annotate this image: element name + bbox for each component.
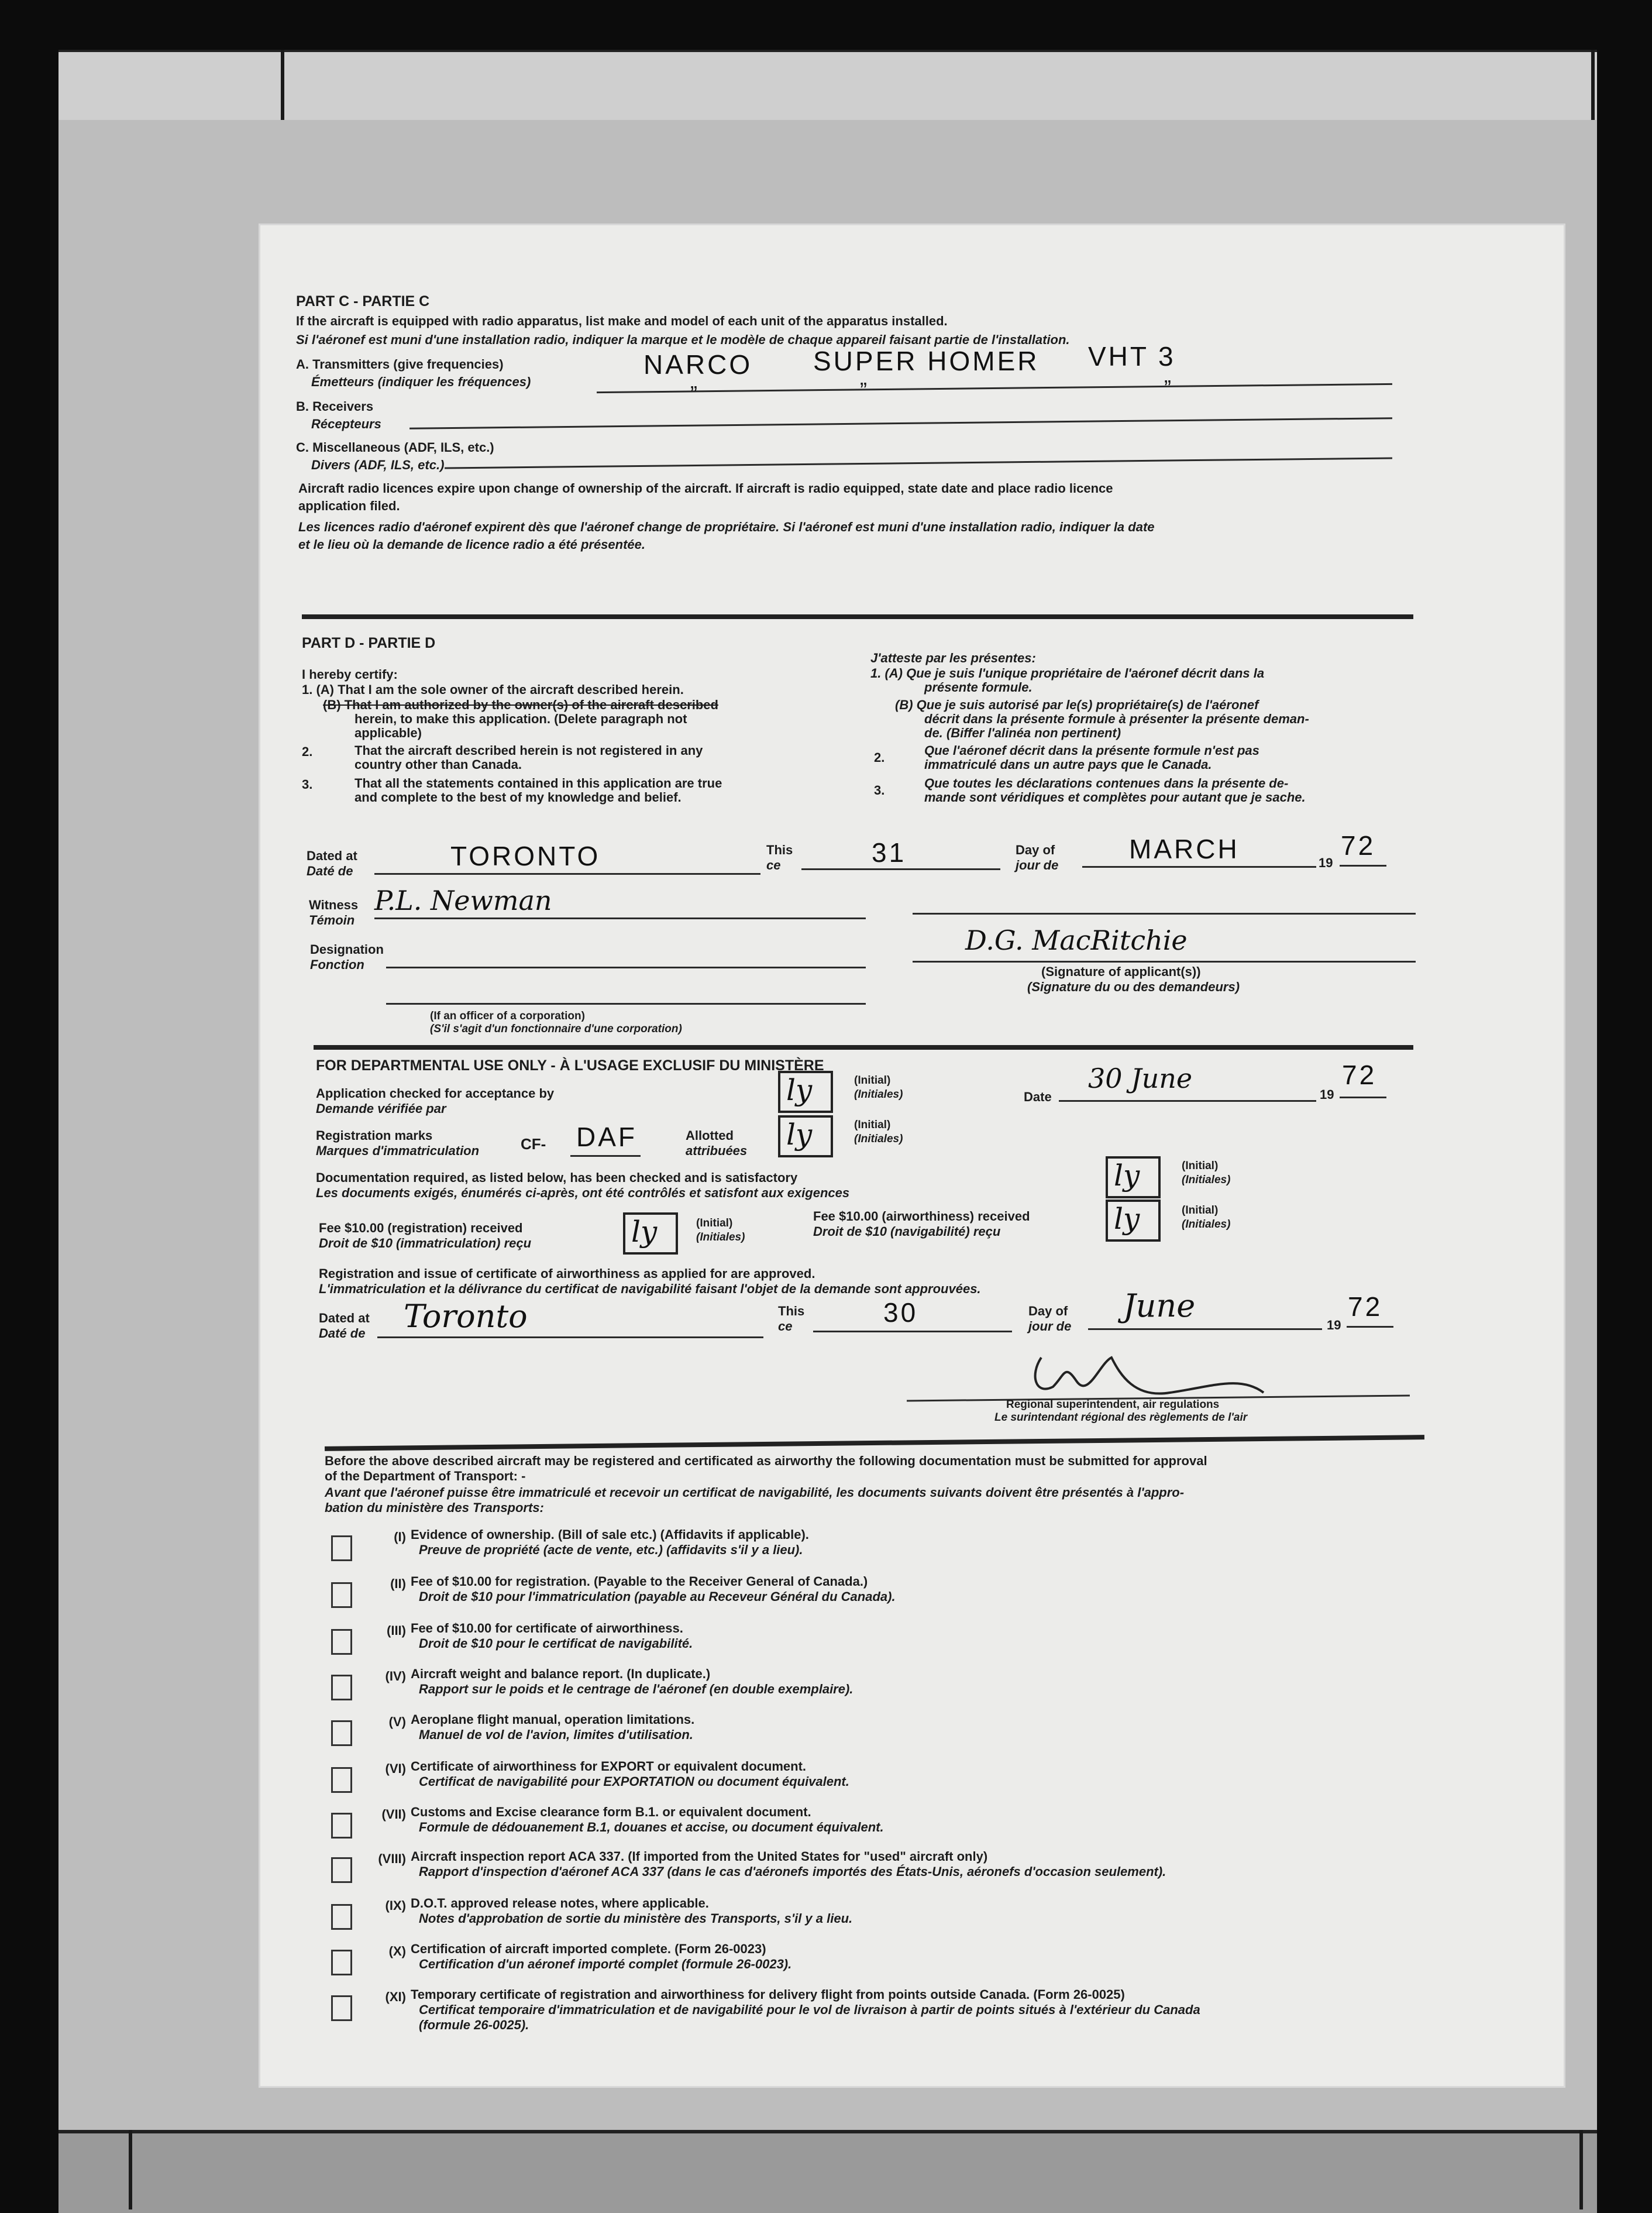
- transmitter-type: VHT 3: [1088, 341, 1176, 372]
- frame-divider: [1591, 50, 1595, 120]
- checked-label-en: Application checked for acceptance by: [316, 1086, 555, 1101]
- dept-jour-de-label: jour de: [1028, 1319, 1072, 1334]
- initials: ly: [631, 1215, 658, 1249]
- item-number: (I): [394, 1530, 406, 1544]
- dated-year: 72: [1341, 830, 1376, 861]
- dept-day: 30: [883, 1297, 918, 1328]
- reg-initials-box: [778, 1115, 833, 1157]
- certify-3-num: 3.: [302, 777, 313, 792]
- check-date-year: 72: [1342, 1060, 1377, 1090]
- checklist-checkbox[interactable]: [331, 1535, 352, 1561]
- docs-intro-en-2: of the Department of Transport: -: [325, 1469, 526, 1483]
- dated-place: TORONTO: [450, 841, 601, 871]
- certify-2-fr: Que l'aéronef décrit dans la présente formule n'est pas: [924, 743, 1259, 758]
- item-text-fr: Droit de $10 pour le certificat de navigabilité.: [419, 1636, 693, 1651]
- dated-day: 31: [872, 837, 907, 868]
- year-line: [1340, 865, 1386, 867]
- licence-note-en-2: application filed.: [298, 499, 400, 513]
- dept-year: 72: [1348, 1291, 1383, 1322]
- applicant-signature: D.G. MacRitchie: [965, 925, 1188, 956]
- docs-intro-fr-2: bation du ministère des Transports:: [325, 1500, 544, 1515]
- designation-line: [386, 967, 866, 968]
- receivers-label-fr: Récepteurs: [311, 417, 381, 431]
- frame-divider: [1579, 2130, 1583, 2209]
- ditto-mark: ”: [860, 378, 869, 402]
- item-number: (IX): [385, 1898, 406, 1913]
- allotted-label-fr: attribuées: [686, 1143, 748, 1158]
- dept-dated-at-fr: Daté de: [319, 1326, 366, 1341]
- certify-1a-en: 1. (A) That I am the sole owner of the aircraft described herein.: [302, 682, 684, 697]
- reg-marks-line: [570, 1155, 641, 1157]
- item-number: (VII): [381, 1807, 406, 1822]
- certify-1b-fr-3: de. (Biffer l'alinéa non pertinent): [924, 726, 1121, 740]
- initiales-label: (Initiales): [1182, 1218, 1231, 1231]
- initials: ly: [1114, 1202, 1140, 1236]
- allotted-label-en: Allotted: [686, 1128, 734, 1143]
- licence-note-fr: Les licences radio d'aéronef expirent dès que l'aéronef change de propriétaire. Si l'aéronef est muni d'une installation radio, indiquer la date: [298, 520, 1155, 534]
- item-number: (XI): [385, 1989, 406, 2004]
- item-text-en: Temporary certificate of registration and airworthiness for delivery flight from points outside Canada. (Form 26-0025): [411, 1987, 1125, 2002]
- transmitters-label-fr: Émetteurs (indiquer les fréquences): [311, 374, 531, 389]
- initial-label: (Initial): [854, 1119, 891, 1131]
- dept-ce-label: ce: [778, 1319, 793, 1334]
- part-c-instruction-fr: Si l'aéronef est muni d'une installation radio, indiquer la marque et le modèle de chaque appareil faisant partie de l'installation.: [296, 332, 1070, 347]
- part-d-title: PART D - PARTIE D: [302, 635, 436, 651]
- item-text-en: Aircraft weight and balance report. (In duplicate.): [411, 1666, 711, 1681]
- this-label: This: [766, 843, 793, 857]
- licence-note-fr-2: et le lieu où la demande de licence radio a été présentée.: [298, 537, 646, 552]
- date-line: [1059, 1100, 1316, 1102]
- certify-1b-fr-2: décrit dans la présente formule à présenter la présente deman-: [924, 712, 1309, 726]
- item-number: (III): [387, 1623, 406, 1638]
- initials: ly: [786, 1073, 813, 1107]
- transmitter-model: SUPER HOMER: [813, 346, 1040, 376]
- dept-title: FOR DEPARTMENTAL USE ONLY - À L'USAGE EXCLUSIF DU MINISTÈRE: [316, 1057, 824, 1074]
- checklist-checkbox[interactable]: [331, 1904, 352, 1930]
- superintendent-label-en: Regional superintendent, air regulations: [1006, 1398, 1220, 1411]
- certify-intro-fr: J'atteste par les présentes:: [870, 651, 1036, 665]
- item-text-en: Certificate of airworthiness for EXPORT or equivalent document.: [411, 1759, 807, 1774]
- dated-month: MARCH: [1129, 834, 1240, 864]
- checklist-checkbox[interactable]: [331, 1995, 352, 2021]
- checklist-checkbox[interactable]: [331, 1675, 352, 1700]
- misc-label-fr: Divers (ADF, ILS, etc.): [311, 458, 445, 472]
- certify-1b-en-3: applicable): [355, 726, 422, 740]
- ce-label: ce: [766, 858, 781, 872]
- docs-initials-box: [1106, 1156, 1161, 1198]
- checked-initials-box: [778, 1071, 833, 1113]
- witness-label-en: Witness: [309, 898, 359, 912]
- approved-en: Registration and issue of certificate of airworthiness as applied for are approved.: [319, 1266, 815, 1281]
- initials: ly: [1114, 1159, 1140, 1193]
- fee-air-initials-box: [1106, 1200, 1161, 1242]
- item-text-en: Fee of $10.00 for registration. (Payable to the Receiver General of Canada.): [411, 1574, 868, 1589]
- jour-de-label: jour de: [1016, 858, 1059, 872]
- section-divider: [314, 1045, 1413, 1050]
- certify-3-num-fr: 3.: [874, 783, 885, 798]
- dept-dated-at-en: Dated at: [319, 1311, 370, 1325]
- ditto-mark: ”: [690, 382, 700, 406]
- dept-month-line: [1088, 1328, 1322, 1330]
- item-number: (X): [388, 1944, 406, 1958]
- item-text-fr: Manuel de vol de l'avion, limites d'utilisation.: [419, 1727, 693, 1742]
- item-number: (VI): [385, 1761, 406, 1776]
- checklist-checkbox[interactable]: [331, 1857, 352, 1883]
- checklist-checkbox[interactable]: [331, 1629, 352, 1655]
- initial-label: (Initial): [1182, 1204, 1219, 1217]
- item-text-en: Evidence of ownership. (Bill of sale etc.) (Affidavits if applicable).: [411, 1527, 809, 1542]
- section-divider: [302, 614, 1413, 619]
- fee-reg-initials-box: [623, 1212, 678, 1255]
- item-number: (V): [388, 1714, 406, 1729]
- item-text-en: Fee of $10.00 for certificate of airworthiness.: [411, 1621, 683, 1635]
- checklist-checkbox[interactable]: [331, 1582, 352, 1608]
- year-prefix: 19: [1319, 855, 1333, 870]
- day-of-label: Day of: [1016, 843, 1055, 857]
- fee-air-fr: Droit de $10 (navigabilité) reçu: [813, 1224, 1001, 1239]
- day-line: [801, 868, 1000, 870]
- licence-note-en: Aircraft radio licences expire upon change of ownership of the aircraft. If aircraft is radio equipped, state date and place radio licence: [298, 481, 1113, 496]
- dept-month: June: [1123, 1287, 1196, 1324]
- initial-label: (Initial): [854, 1074, 891, 1087]
- designation-label-fr: Fonction: [310, 957, 364, 972]
- misc-label-en: C. Miscellaneous (ADF, ILS, etc.): [296, 440, 494, 455]
- month-line: [1082, 866, 1316, 868]
- frame-divider: [281, 50, 284, 120]
- item-text-fr: Certificat temporaire d'immatriculation et de navigabilité pour le vol de livraison à partir de points situés à l'extérieur du Canada: [419, 2002, 1200, 2017]
- initiales-label: (Initiales): [1182, 1174, 1231, 1186]
- item-text-fr: Rapport d'inspection d'aéronef ACA 337 (dans le cas d'aéronefs importés des États-Unis, aéronefs d'occasion seulement).: [419, 1864, 1166, 1879]
- item-text-en: Customs and Excise clearance form B.1. or equivalent document.: [411, 1805, 811, 1819]
- item-text-fr: Rapport sur le poids et le centrage de l'aéronef (en double exemplaire).: [419, 1682, 853, 1696]
- initial-label: (Initial): [1182, 1160, 1219, 1172]
- date-year-line: [1340, 1097, 1386, 1098]
- docs-checked-en: Documentation required, as listed below, has been checked and is satisfactory: [316, 1170, 798, 1185]
- reg-marks-label-fr: Marques d'immatriculation: [316, 1143, 480, 1158]
- checklist-checkbox[interactable]: [331, 1950, 352, 1975]
- dated-at-label-fr: Daté de: [307, 864, 353, 878]
- microfilm-bottom-band: [58, 2130, 1597, 2213]
- item-text-fr: Certification d'un aéronef importé complet (formule 26-0023).: [419, 1957, 792, 1971]
- ditto-mark: ”: [1164, 376, 1173, 400]
- item-text-fr: Certificat de navigabilité pour EXPORTATION ou document équivalent.: [419, 1774, 849, 1789]
- date-year-prefix: 19: [1320, 1087, 1334, 1102]
- item-number: (IV): [385, 1669, 406, 1683]
- signature-label-fr: (Signature du ou des demandeurs): [1027, 980, 1240, 994]
- date-label: Date: [1024, 1090, 1052, 1104]
- certify-3-en: That all the statements contained in this application are true: [355, 776, 722, 791]
- blank-line: [913, 913, 1416, 915]
- certify-1b-en-2: herein, to make this application. (Delete paragraph not: [355, 712, 687, 726]
- certify-intro-en: I hereby certify:: [302, 667, 398, 682]
- certify-3-en-2: and complete to the best of my knowledge and belief.: [355, 790, 682, 805]
- item-text-en: Certification of aircraft imported complete. (Form 26-0023): [411, 1941, 766, 1956]
- item-text-fr: Preuve de propriété (acte de vente, etc.) (affidavits s'il y a lieu).: [419, 1542, 803, 1557]
- part-c-instruction-en: If the aircraft is equipped with radio apparatus, list make and model of each unit of the apparatus installed.: [296, 314, 948, 328]
- certify-2-en: That the aircraft described herein is not registered in any: [355, 743, 703, 758]
- dept-this-label: This: [778, 1304, 805, 1318]
- initiales-label: (Initiales): [854, 1088, 903, 1101]
- dept-place-line: [377, 1336, 763, 1338]
- reg-marks-label-en: Registration marks: [316, 1128, 433, 1143]
- initials: ly: [786, 1118, 813, 1152]
- witness-line: [374, 917, 866, 919]
- certify-3-fr-2: mande sont véridiques et complètes pour autant que je sache.: [924, 790, 1306, 805]
- docs-checked-fr: Les documents exigés, énumérés ci-après, ont été contrôlés et satisfont aux exigences: [316, 1185, 850, 1200]
- fee-reg-fr: Droit de $10 (immatriculation) reçu: [319, 1236, 532, 1250]
- checked-label-fr: Demande vérifiée par: [316, 1101, 446, 1116]
- transmitters-label-en: A. Transmitters (give frequencies): [296, 357, 504, 372]
- initiales-label: (Initiales): [696, 1231, 745, 1243]
- certify-1a-fr-2: présente formule.: [924, 680, 1032, 695]
- dept-year-prefix: 19: [1327, 1318, 1341, 1332]
- docs-intro-en: Before the above described aircraft may be registered and certificated as airworthy the following documentation must be submitted for approval: [325, 1453, 1207, 1468]
- certify-1a-fr: 1. (A) Que je suis l'unique propriétaire de l'aéronef décrit dans la: [870, 666, 1265, 681]
- part-c-title: PART C - PARTIE C: [296, 293, 430, 310]
- dept-year-line: [1347, 1326, 1393, 1328]
- approved-fr: L'immatriculation et la délivrance du certificat de navigabilité faisant l'objet de la demande sont approuvées.: [319, 1281, 981, 1296]
- superintendent-label-fr: Le surintendant régional des règlements de l'air: [994, 1411, 1248, 1424]
- fee-air-en: Fee $10.00 (airworthiness) received: [813, 1209, 1030, 1224]
- reg-prefix: CF-: [521, 1135, 546, 1153]
- item-number: (II): [390, 1576, 406, 1591]
- docs-intro-fr: Avant que l'aéronef puisse être immatriculé et recevoir un certificat de navigabilité, les documents suivants doivent être présentés à l'appro-: [325, 1485, 1185, 1500]
- checklist-checkbox[interactable]: [331, 1767, 352, 1793]
- witness-signature: P.L. Newman: [374, 885, 552, 916]
- certify-3-fr: Que toutes les déclarations contenues dans la présente de-: [924, 776, 1289, 791]
- dated-at-label-en: Dated at: [307, 848, 357, 863]
- check-date: 30 June: [1088, 1063, 1193, 1094]
- initial-label: (Initial): [696, 1217, 733, 1229]
- certify-2-num: 2.: [302, 744, 313, 759]
- item-text-en: Aircraft inspection report ACA 337. (If imported from the United States for "used" aircraft only): [411, 1849, 988, 1864]
- fee-reg-en: Fee $10.00 (registration) received: [319, 1221, 523, 1235]
- item-text-fr: Formule de dédouanement B.1, douanes et accise, ou document équivalent.: [419, 1820, 884, 1834]
- witness-label-fr: Témoin: [309, 913, 355, 927]
- item-text-fr: Notes d'approbation de sortie du ministère des Transports, s'il y a lieu.: [419, 1911, 853, 1926]
- reg-marks-value: DAF: [576, 1122, 637, 1152]
- place-line: [374, 873, 760, 875]
- item-number: (VIII): [378, 1851, 406, 1866]
- dept-day-line: [813, 1331, 1012, 1332]
- certify-2-fr-2: immatriculé dans un autre pays que le Canada.: [924, 757, 1212, 772]
- certify-2-en-2: country other than Canada.: [355, 757, 522, 772]
- officer-note-fr: (S'il s'agit d'un fonctionnaire d'une corporation): [430, 1023, 682, 1035]
- item-text-fr: Droit de $10 pour l'immatriculation (payable au Receveur Général du Canada).: [419, 1589, 896, 1604]
- checklist-checkbox[interactable]: [331, 1813, 352, 1839]
- item-text-fr-2: (formule 26-0025).: [419, 2018, 529, 2032]
- certify-1b-fr: (B) Que je suis autorisé par le(s) propriétaire(s) de l'aéronef: [895, 697, 1259, 712]
- dept-place: Toronto: [404, 1298, 528, 1335]
- designation-label-en: Designation: [310, 942, 384, 957]
- receivers-label-en: B. Receivers: [296, 399, 374, 414]
- certify-2-num-fr: 2.: [874, 750, 885, 765]
- item-text-en: D.O.T. approved release notes, where applicable.: [411, 1896, 709, 1910]
- officer-line: [386, 1003, 866, 1005]
- certify-1b-en: (B) That I am authorized by the owner(s) of the aircraft described: [323, 697, 718, 712]
- item-text-en: Aeroplane flight manual, operation limitations.: [411, 1712, 695, 1727]
- initiales-label: (Initiales): [854, 1133, 903, 1145]
- signature-label-en: (Signature of applicant(s)): [1041, 964, 1201, 979]
- transmitter-make: NARCO: [643, 349, 753, 380]
- dept-day-of-label: Day of: [1028, 1304, 1068, 1318]
- microfilm-top-band: [58, 50, 1597, 126]
- frame-divider: [129, 2130, 132, 2209]
- officer-note-en: (If an officer of a corporation): [430, 1010, 585, 1022]
- checklist-checkbox[interactable]: [331, 1720, 352, 1746]
- applicant-signature-line: [913, 961, 1416, 963]
